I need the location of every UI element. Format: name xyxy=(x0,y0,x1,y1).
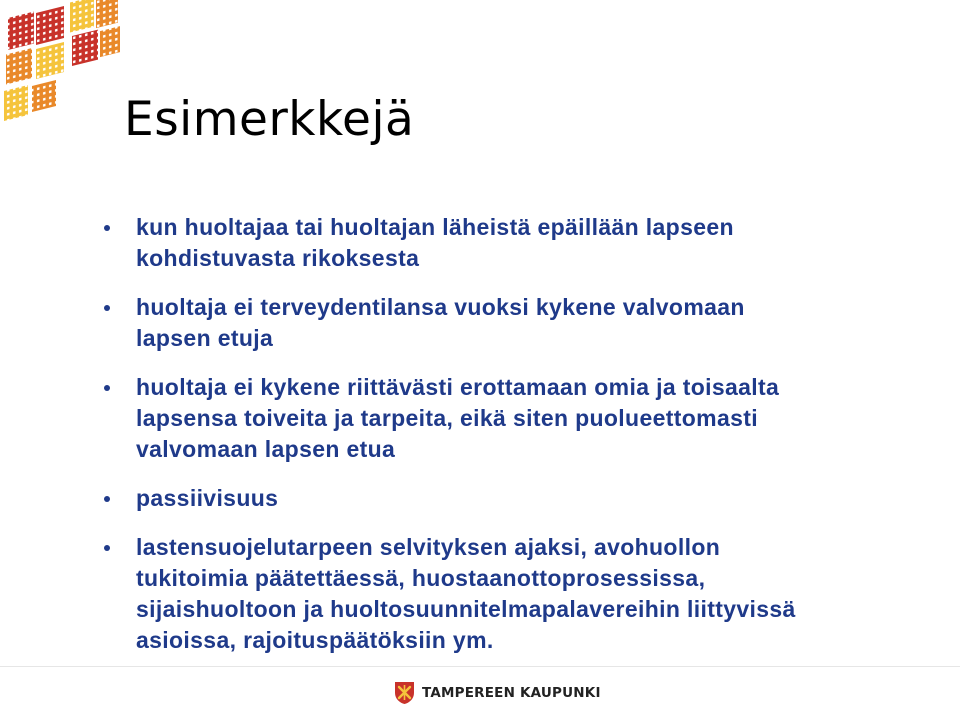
bullet-item xyxy=(104,292,904,354)
bullet-dot-icon xyxy=(104,545,110,551)
bullet-item xyxy=(104,483,904,514)
bullet-line: lastensuojelutarpeen selvityksen ajaksi, avohuollon xyxy=(136,534,721,560)
bullet-line: sijaishuoltoon ja huoltosuunnitelmapalavereihin liittyvissä xyxy=(136,596,796,622)
bullet-line: lapsen etuja xyxy=(136,325,274,351)
bullet-item xyxy=(104,212,904,274)
bullet-dot-icon xyxy=(104,225,110,231)
bullet-line: valvomaan lapsen etua xyxy=(136,436,396,462)
bullet-dot-icon xyxy=(104,496,110,502)
bullet-item xyxy=(104,532,904,656)
bullet-line: tukitoimia päätettäessä, huostaanottoprosessissa, xyxy=(136,565,706,591)
tampere-crest-icon xyxy=(394,681,415,705)
footer-divider xyxy=(0,666,960,667)
bullet-line: huoltaja ei terveydentilansa vuoksi kykene valvomaan xyxy=(136,294,745,320)
bullet-line: asioissa, rajoituspäätöksiin ym. xyxy=(136,627,494,653)
footer-brand-text: TAMPEREEN KAUPUNKI xyxy=(422,685,601,701)
bullet-dot-icon xyxy=(104,385,110,391)
bullet-line: lapsensa toiveita ja tarpeita, eikä siten puolueettomasti xyxy=(136,405,758,431)
footer-brand xyxy=(394,679,601,707)
woven-pattern-logo-icon xyxy=(0,0,140,140)
bullet-line: kun huoltajaa tai huoltajan läheistä epäillään lapseen xyxy=(136,214,734,240)
bullet-list xyxy=(104,212,904,674)
slide-title: Esimerkkejä xyxy=(124,92,415,147)
bullet-line: passiivisuus xyxy=(136,485,279,511)
bullet-line: kohdistuvasta rikoksesta xyxy=(136,245,420,271)
bullet-line: huoltaja ei kykene riittävästi erottamaan omia ja toisaalta xyxy=(136,374,780,400)
bullet-item xyxy=(104,372,904,465)
bullet-dot-icon xyxy=(104,305,110,311)
